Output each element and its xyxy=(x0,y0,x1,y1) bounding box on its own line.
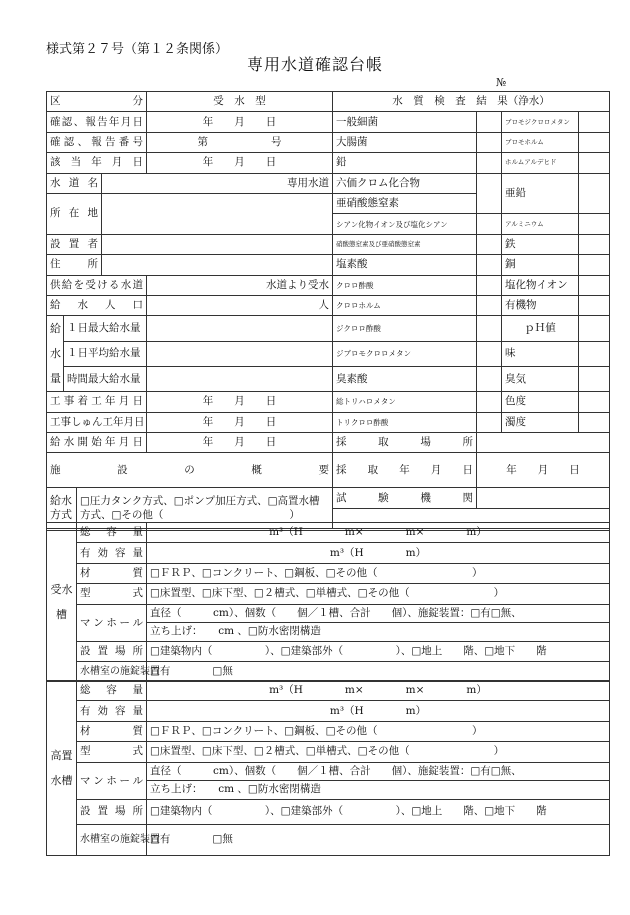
elevated-tank-table xyxy=(46,680,610,856)
effective-capacity-label: 有効容量 xyxy=(77,543,147,563)
waterworks-name-label: 水道名 xyxy=(47,173,102,193)
wq-value[interactable] xyxy=(477,366,502,391)
manhole-field[interactable]: 立ち上げ： cm 、□防水密閉構造 xyxy=(147,781,610,800)
supply-start-field[interactable]: 年 月 日 xyxy=(147,433,333,453)
ledger-table xyxy=(46,91,610,531)
installer-field[interactable] xyxy=(102,234,333,254)
source-supply-label: 供給を受ける水道 xyxy=(47,275,147,295)
avg-daily-label: １日平均給水量 xyxy=(64,341,147,366)
shape-label: 型 式 xyxy=(77,742,147,762)
install-place-label: 設置場所 xyxy=(77,799,147,824)
manhole-field[interactable]: 直径（ cm）、個数（ 個／１槽、合計 個）、施錠装置：□有□無、 xyxy=(147,762,610,781)
wq-item: 臭気 xyxy=(502,366,579,391)
wq-item: 鉄 xyxy=(502,234,579,254)
construction-end-field[interactable]: 年 月 日 xyxy=(147,412,333,432)
page-title: 専用水道確認台帳 xyxy=(246,55,383,74)
wq-value[interactable] xyxy=(477,214,502,234)
wq-value[interactable] xyxy=(477,316,502,341)
construction-start-field[interactable]: 年 月 日 xyxy=(147,392,333,412)
effective-capacity-label: 有効容量 xyxy=(77,701,147,721)
wq-value[interactable] xyxy=(477,255,502,275)
install-place-options[interactable]: □建築物内（ ）、□建築部外（ ）、□地上 階、□地下 階 xyxy=(147,641,610,661)
supply-method-options[interactable]: □圧力タンク方式、□ポンプ加圧方式、□高置水槽方式、□その他（ ） xyxy=(77,488,333,529)
wq-item: 鉛 xyxy=(333,153,477,173)
effective-capacity-field[interactable]: m³（H m） xyxy=(147,701,610,721)
applicable-date-field[interactable]: 年 月 日 xyxy=(147,153,333,173)
wq-value[interactable] xyxy=(579,153,610,173)
wq-value[interactable] xyxy=(477,295,502,315)
receiving-tank-table xyxy=(46,522,610,682)
supply-population-label: 給 水 人 口 xyxy=(47,295,147,315)
confirm-no-field[interactable]: 第 号 xyxy=(147,132,333,152)
confirm-date-label: 確認、報告年月日 xyxy=(47,112,147,132)
install-place-label: 設置場所 xyxy=(77,641,147,661)
construction-start-label: 工事着工年月日 xyxy=(47,392,147,412)
wq-item: 大腸菌 xyxy=(333,132,477,152)
wq-item: ジブロモクロロメタン xyxy=(333,341,477,366)
manhole-field[interactable]: 直径（ cm）、個数（ 個／１槽、合計 個）、施錠装置：□有□無、 xyxy=(147,604,610,623)
wq-value[interactable] xyxy=(579,214,610,234)
wq-results-header: 水 質 検 査 結 果（浄水） xyxy=(333,92,610,112)
sampling-place-label: 採 取 場 所 xyxy=(333,433,477,453)
sampling-date-field[interactable]: 年 月 日 xyxy=(477,453,610,488)
wq-value[interactable] xyxy=(579,295,610,315)
wq-value[interactable] xyxy=(477,112,502,132)
wq-value[interactable] xyxy=(579,112,610,132)
total-capacity-label: 総 容 量 xyxy=(77,681,147,701)
wq-value[interactable] xyxy=(579,341,610,366)
wq-value[interactable] xyxy=(477,153,502,173)
wq-value[interactable] xyxy=(477,173,502,214)
material-options[interactable]: □ＦＲＰ、□コンクリート、□鋼板、□その他（ ） xyxy=(147,721,610,741)
tank-room-lock-label: 水槽室の施錠装置 xyxy=(77,824,147,855)
sampling-date-label: 採 取 年 月 日 xyxy=(333,453,477,488)
wq-item: シアン化物イオン及び塩化シアン xyxy=(333,214,477,234)
wq-value[interactable] xyxy=(477,132,502,152)
location-label: 所在地 xyxy=(47,193,102,234)
wq-value[interactable] xyxy=(477,275,502,295)
manhole-field[interactable]: 立ち上げ： cm 、□防水密閉構造 xyxy=(147,623,610,642)
total-capacity-label: 総 容 量 xyxy=(77,523,147,543)
max-daily-field[interactable] xyxy=(147,316,333,341)
sampling-place-field[interactable] xyxy=(477,433,610,453)
shape-options[interactable]: □床置型、□床下型、□２槽式、□単槽式、□その他（ ） xyxy=(147,584,610,604)
wq-item: 銅 xyxy=(502,255,579,275)
installer-label: 設置者 xyxy=(47,234,102,254)
tank-label: 高置水槽 xyxy=(47,681,77,856)
wq-item: 一般細菌 xyxy=(333,112,477,132)
wq-value[interactable] xyxy=(579,234,610,254)
wq-item: 亜鉛 xyxy=(502,173,579,214)
wq-item: 有機物 xyxy=(502,295,579,315)
wq-item: 濁度 xyxy=(502,412,579,432)
wq-item: ブロモジクロロメタン xyxy=(502,112,579,132)
total-capacity-field[interactable]: m³（H m× m× m） xyxy=(147,523,610,543)
tank-room-lock-options[interactable]: □有 □無 xyxy=(147,661,610,681)
wq-item: 総トリハロメタン xyxy=(333,392,477,412)
wq-value[interactable] xyxy=(579,412,610,432)
applicable-date-label: 該当年月日 xyxy=(47,153,147,173)
wq-value[interactable] xyxy=(477,392,502,412)
wq-item: ｐＨ値 xyxy=(502,316,579,341)
install-place-options[interactable]: □建築物内（ ）、□建築部外（ ）、□地上 階、□地下 階 xyxy=(147,799,610,824)
max-hourly-field[interactable] xyxy=(147,366,333,391)
wq-item: ブロモホルム xyxy=(502,132,579,152)
material-label: 材 質 xyxy=(77,563,147,583)
wq-item: 塩素酸 xyxy=(333,255,477,275)
location-field[interactable] xyxy=(102,193,333,234)
wq-item: ホルムアルデヒド xyxy=(502,153,579,173)
avg-daily-field[interactable] xyxy=(147,341,333,366)
form-number: 様式第２７号（第１２条関係） xyxy=(46,42,229,57)
manhole-label: マンホール xyxy=(77,604,147,641)
wq-item: 硝酸態窒素及び亜硝酸態窒素 xyxy=(333,234,477,254)
confirm-date-field[interactable]: 年 月 日 xyxy=(147,112,333,132)
wq-value[interactable] xyxy=(477,234,502,254)
wq-item: クロロ酢酸 xyxy=(333,275,477,295)
wq-value[interactable] xyxy=(579,255,610,275)
wq-value[interactable] xyxy=(477,412,502,432)
wq-value[interactable] xyxy=(579,366,610,391)
wq-item: 亜硝酸態窒素 xyxy=(333,193,477,213)
category-header: 区 分 xyxy=(47,92,147,112)
material-label: 材 質 xyxy=(77,721,147,741)
supply-population-field[interactable]: 人 xyxy=(147,295,333,315)
max-hourly-label: 時間最大給水量 xyxy=(64,366,147,391)
tank-label: 受水槽 xyxy=(47,523,77,682)
wq-value[interactable] xyxy=(477,341,502,366)
facility-overview-label: 施 設 の 概 要 xyxy=(47,453,333,488)
wq-value[interactable] xyxy=(579,392,610,412)
wq-value[interactable] xyxy=(579,173,610,214)
wq-item: ジクロロ酢酸 xyxy=(333,316,477,341)
manhole-label: マンホール xyxy=(77,762,147,799)
wq-value[interactable] xyxy=(579,316,610,341)
shape-label: 型 式 xyxy=(77,584,147,604)
wq-value[interactable] xyxy=(579,275,610,295)
source-supply-field[interactable]: 水道より受水 xyxy=(147,275,333,295)
effective-capacity-field[interactable]: m³（H m） xyxy=(147,543,610,563)
confirm-no-label: 確認、報告番号 xyxy=(47,132,147,152)
tank-room-lock-options[interactable]: □有 □無 xyxy=(147,824,610,855)
wq-item: 六価クロム化合物 xyxy=(333,173,477,193)
shape-options[interactable]: □床置型、□床下型、□２槽式、□単槽式、□その他（ ） xyxy=(147,742,610,762)
tank-room-lock-label: 水槽室の施錠装置 xyxy=(77,661,147,681)
material-options[interactable]: □ＦＲＰ、□コンクリート、□鋼板、□その他（ ） xyxy=(147,563,610,583)
supply-amount-label: 給水量 xyxy=(47,316,64,392)
type-header: 受 水 型 xyxy=(147,92,333,112)
wq-item: 塩化物イオン xyxy=(502,275,579,295)
wq-item: クロロホルム xyxy=(333,295,477,315)
wq-item: 色度 xyxy=(502,392,579,412)
wq-item: 臭素酸 xyxy=(333,366,477,391)
wq-item: トリクロロ酢酸 xyxy=(333,412,477,432)
testing-agency-field[interactable] xyxy=(477,488,610,508)
supply-method-label: 給水方式 xyxy=(47,488,77,529)
max-daily-label: １日最大給水量 xyxy=(64,316,147,341)
address-label: 住 所 xyxy=(47,255,102,275)
address-field[interactable] xyxy=(102,255,333,275)
wq-item: 味 xyxy=(502,341,579,366)
total-capacity-field[interactable]: m³（H m× m× m） xyxy=(147,681,610,701)
wq-item: アルミニウム xyxy=(502,214,579,234)
wq-value[interactable] xyxy=(579,132,610,152)
number-label: № xyxy=(496,76,507,89)
construction-end-label: 工事しゅん工年月日 xyxy=(47,412,147,432)
testing-agency-label: 試 験 機 関 xyxy=(333,488,477,508)
waterworks-name-field[interactable]: 専用水道 xyxy=(102,173,333,193)
supply-start-label: 給水開始年月日 xyxy=(47,433,147,453)
